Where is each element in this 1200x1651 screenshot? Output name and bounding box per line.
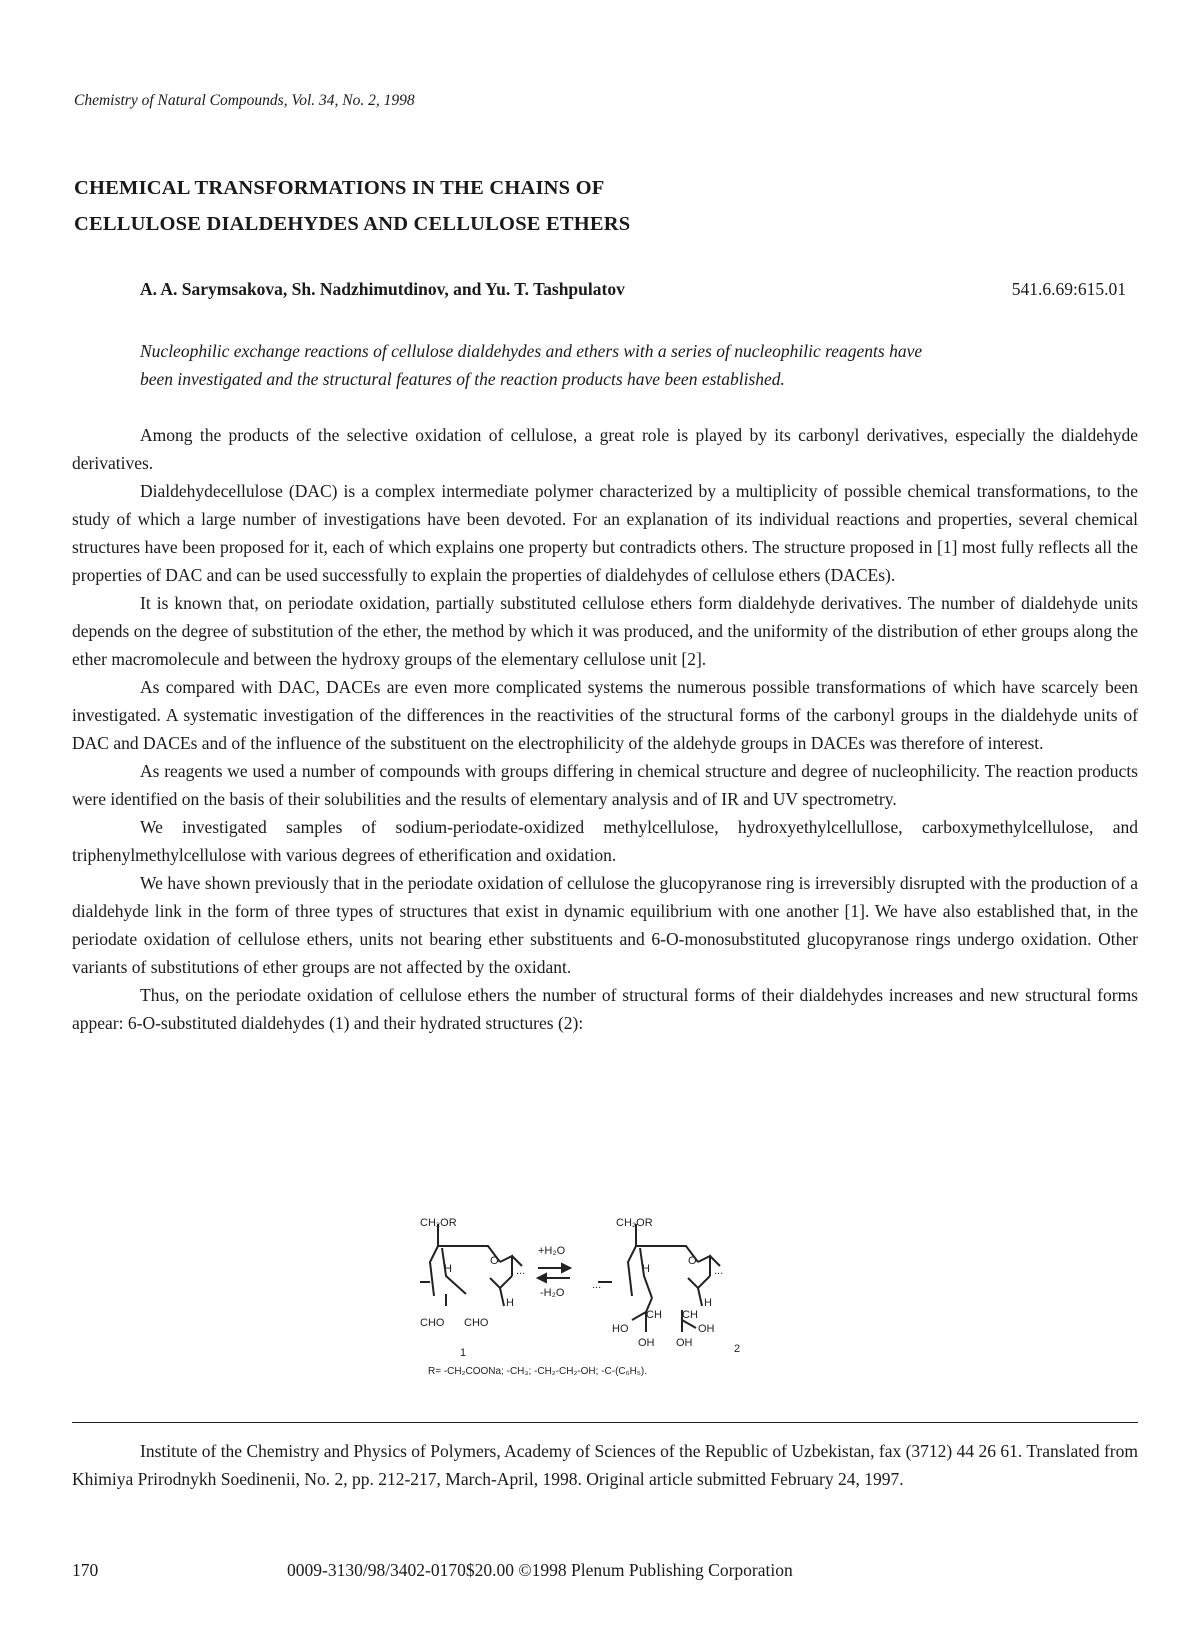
footnote-text: Institute of the Chemistry and Physics of Polymers, Academy of Sciences of the Republic of Uzbekistan, fax (3712) 44 26 61. Translated from Khimiya Prirodnykh Soedinenii, No. 2, pp. 212-217, March-April, 1998. Original article submitted February 24, 1997. (72, 1441, 1138, 1489)
structure-1-cho-b: CHO (464, 1317, 489, 1329)
structure-2-ch-b: CH (682, 1309, 698, 1321)
structure-2-ch-a: CH (646, 1309, 662, 1321)
paragraph: Dialdehydecellulose (DAC) is a complex intermediate polymer characterized by a multiplicity of possible chemical transformations, to the study of which a large number of investigations have been devoted. For an explanation of its individual reactions and properties, several chemical structures have been proposed for it, each of which explains one property but contradicts others. The structure proposed in [1] most fully reflects all the properties of DAC and can be used successfully to explain the properties of dialdehydes of cellulose ethers (DACEs). (72, 481, 1138, 585)
structure-1-dots: ... (516, 1265, 526, 1277)
structure-1-ch2or: CH₂OR (420, 1217, 457, 1229)
paragraph: As reagents we used a number of compounds with groups differing in chemical structure and degree of nucleophilicity. The reaction products were identified on the basis of their solubilities and the results of elementary analysis and of IR and UV spectrometry. (72, 761, 1138, 809)
structure-1-cho-a: CHO (420, 1317, 445, 1329)
plus-water-label: +H₂O (538, 1245, 566, 1257)
structure-2-h: H (642, 1263, 650, 1275)
structure-2-oh-b: OH (676, 1337, 693, 1349)
minus-water-label: -H₂O (540, 1287, 565, 1299)
structure-1-h2: H (506, 1297, 514, 1309)
abstract (140, 337, 1090, 393)
authors: A. A. Sarymsakova, Sh. Nadzhimutdinov, and Yu. T. Tashpulatov (140, 279, 625, 299)
title-line-2: CELLULOSE DIALDEHYDES AND CELLULOSE ETHERS (74, 213, 631, 235)
structure-1-bonds (420, 1224, 522, 1306)
equilibrium-arrows (538, 1264, 570, 1282)
structure-1-o: O (490, 1255, 499, 1267)
title-line-1: CHEMICAL TRANSFORMATIONS IN THE CHAINS OF (74, 177, 605, 199)
structure-2-h2: H (704, 1297, 712, 1309)
structure-2-left-dots: ... (592, 1279, 602, 1291)
structure-2-o: O (688, 1255, 697, 1267)
structure-2-label: 2 (734, 1343, 741, 1355)
paragraph: As compared with DAC, DACEs are even more complicated systems the numerous possible transformations of which have scarcely been investigated. A systematic investigation of the differences in the reactivities of the structural forms of the carbonyl groups in the dialdehyde units of DAC and DACEs and of the influence of the substituent on the electrophilicity of the aldehyde groups in DACEs was therefore of interest. (72, 677, 1138, 753)
structure-2-ho: HO (612, 1323, 629, 1335)
structure-2-oh-right: OH (698, 1323, 715, 1335)
structure-2-ch2or: CH₂OR (616, 1217, 653, 1229)
footnote (72, 1437, 1138, 1493)
structure-1-label: 1 (460, 1347, 467, 1359)
reaction-scheme (420, 1216, 800, 1378)
footnote-divider (72, 1422, 1138, 1423)
paragraph: Thus, on the periodate oxidation of cellulose ethers the number of structural forms of their dialdehydes increases and new structural forms appear: 6-O-substituted dialdehydes (1) and their hydrated structures (2): (72, 985, 1138, 1033)
article-title (74, 170, 630, 242)
structure-2-dots: ... (714, 1265, 724, 1277)
structure-1-h: H (444, 1263, 452, 1275)
reaction-scheme-svg (420, 1216, 800, 1378)
body-text (72, 421, 1138, 1037)
paragraph: Among the products of the selective oxidation of cellulose, a great role is played by its carbonyl derivatives, especially the dialdehyde derivatives. (72, 425, 1138, 473)
paragraph: We investigated samples of sodium-periodate-oxidized methylcellulose, hydroxyethylcellullose, carboxymethylcellulose, and triphenylmethylcellulose with various degrees of etherification and oxidation. (72, 817, 1138, 865)
udc-code: 541.6.69:615.01 (1011, 279, 1126, 299)
journal-citation: Chemistry of Natural Compounds, Vol. 34, No. 2, 1998 (74, 92, 415, 109)
structure-2-oh-a: OH (638, 1337, 655, 1349)
abstract-line-1: Nucleophilic exchange reactions of cellulose dialdehydes and ethers with a series of nucleophilic reagents have (140, 341, 923, 361)
page-number: 170 (72, 1560, 99, 1580)
paragraph: We have shown previously that in the periodate oxidation of cellulose the glucopyranose ring is irreversibly disrupted with the production of a dialdehyde link in the form of three types of structures that exist in dynamic equilibrium with one another [1]. We have also established that, in the periodate oxidation of cellulose ethers, units not bearing ether substituents and 6-O-monosubstituted glucopyranose rings undergo oxidation. Other variants of substitutions of ether groups are not affected by the oxidant. (72, 873, 1138, 977)
r-group-list: R= -CH₂COONa; -CH₃; -CH₂-CH₂-OH; -C-(C₆H₅). (428, 1366, 648, 1377)
copyright-line: 0009-3130/98/3402-0170$20.00 ©1998 Plenum Publishing Corporation (287, 1560, 793, 1580)
paragraph: It is known that, on periodate oxidation, partially substituted cellulose ethers form dialdehyde derivatives. The number of dialdehyde units depends on the degree of substitution of the ether, the method by which it was produced, and the uniformity of the distribution of ether groups along the ether macromolecule and between the hydroxy groups of the elementary cellulose unit [2]. (72, 593, 1138, 669)
abstract-line-2: been investigated and the structural features of the reaction products have been established. (140, 369, 785, 389)
